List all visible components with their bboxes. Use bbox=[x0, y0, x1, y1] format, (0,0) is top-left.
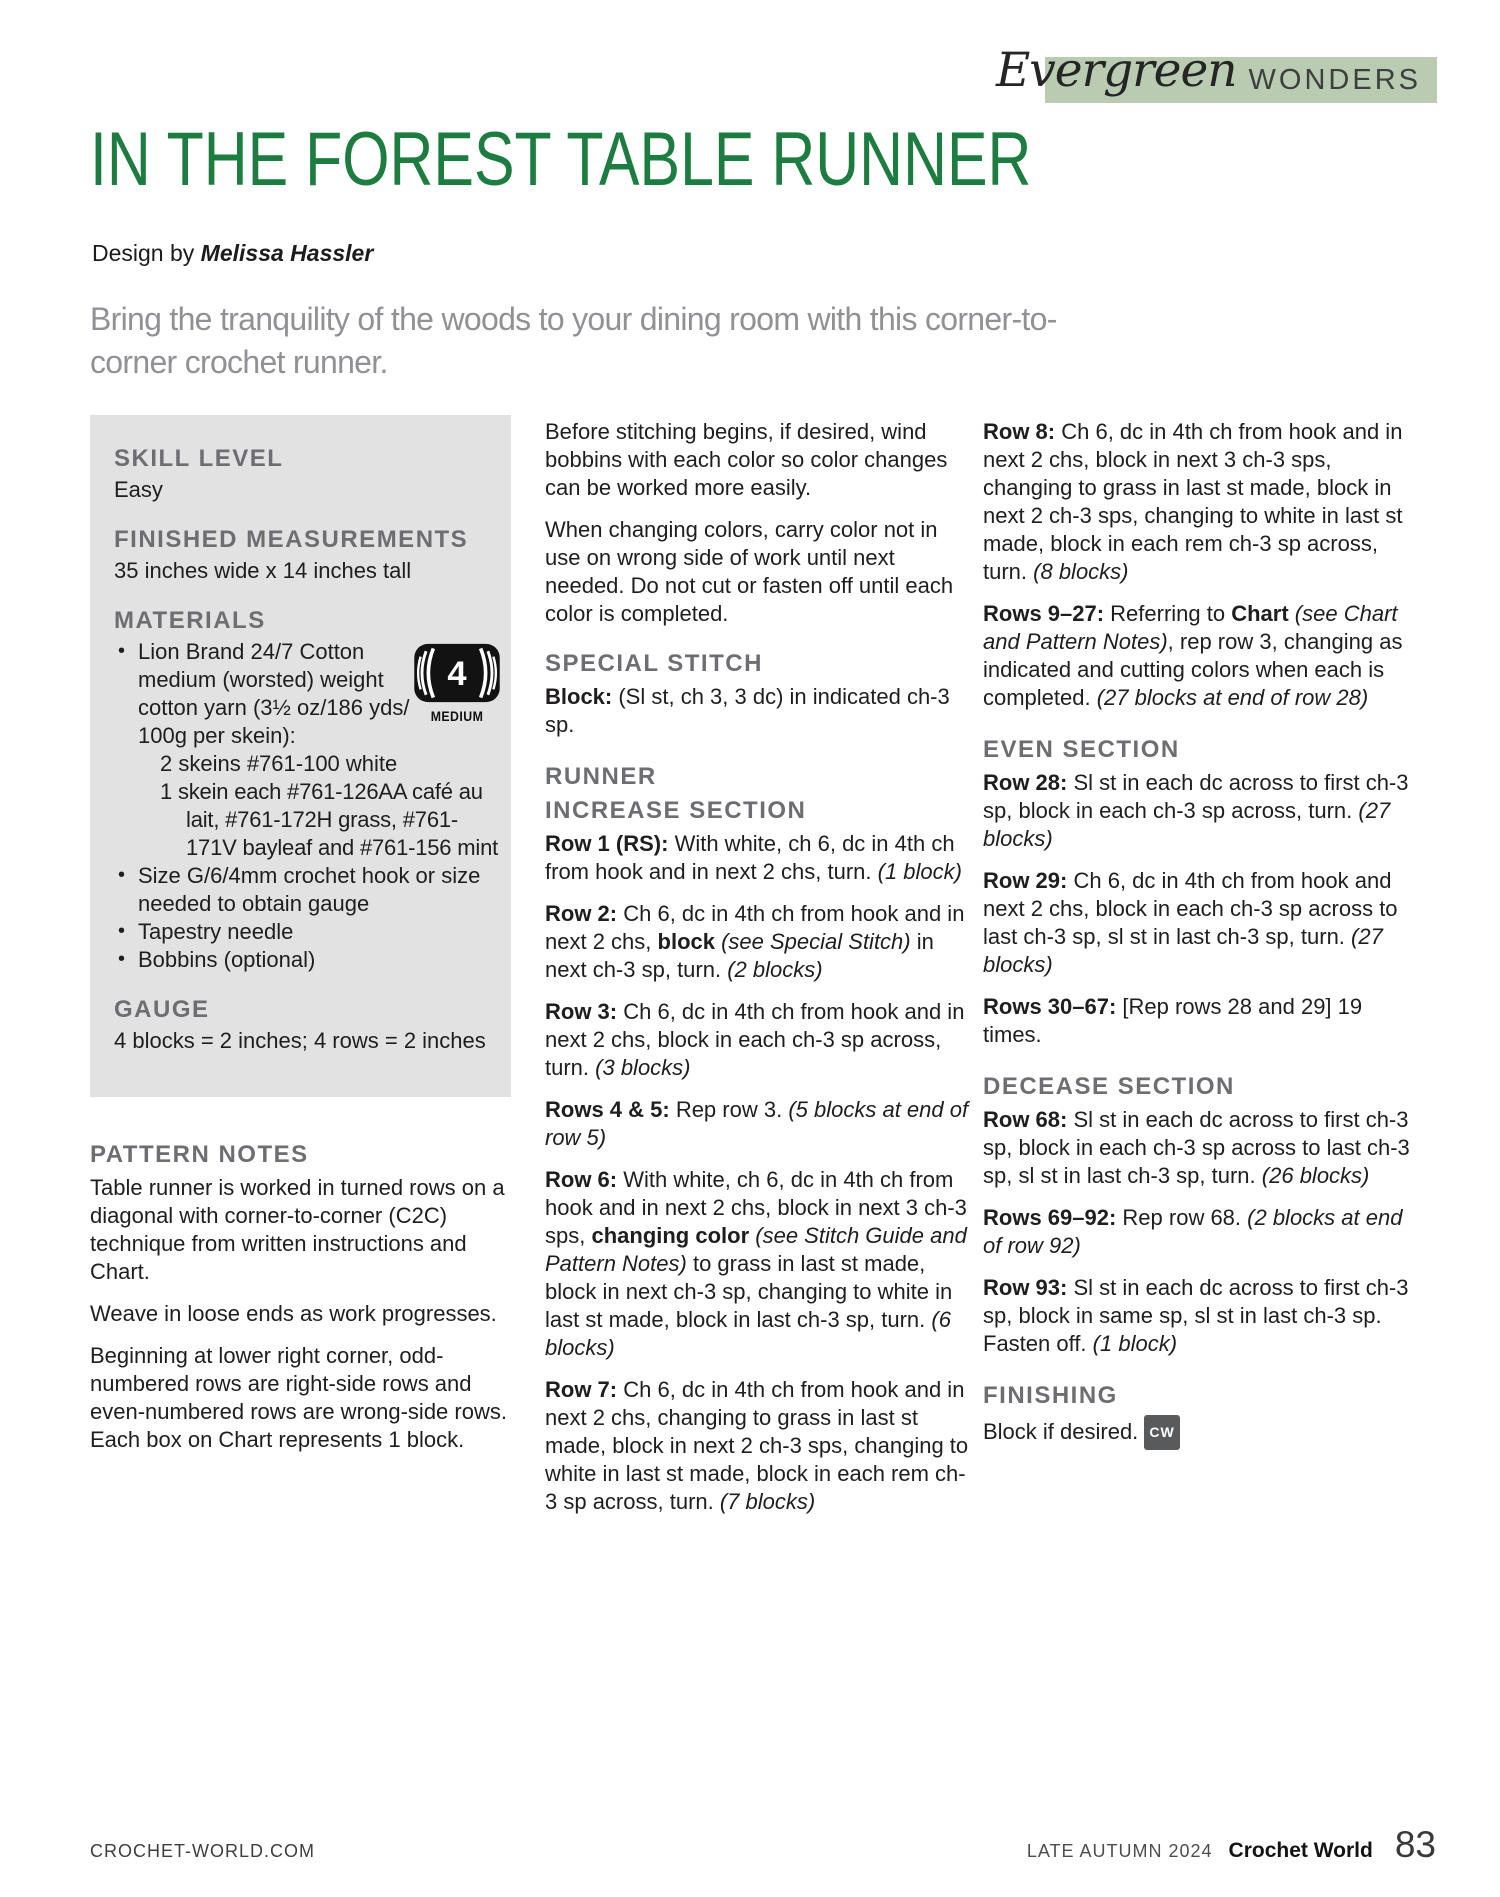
text-segment: Chart bbox=[1231, 601, 1295, 626]
text-segment: Row 3: bbox=[545, 999, 624, 1024]
instruction-row-2 bbox=[545, 900, 969, 984]
text-segment: Row 29: bbox=[983, 868, 1074, 893]
intro-line-2: corner crochet runner. bbox=[90, 344, 388, 380]
text-segment: Rows 30–67: bbox=[983, 994, 1123, 1019]
text-segment: Rows 9–27: bbox=[983, 601, 1111, 626]
designer-name: Melissa Hassler bbox=[200, 240, 374, 266]
materials-item-needle bbox=[114, 918, 491, 946]
yarn-weight-number: 4 bbox=[447, 654, 467, 693]
banner-evergreen-script-text: Evergreen bbox=[995, 43, 1237, 98]
middle-column bbox=[545, 418, 969, 1530]
runner-heading: RUNNER bbox=[545, 763, 657, 790]
text-segment: Rows 4 & 5: bbox=[545, 1097, 676, 1122]
materials-item-yarn-text: • Lion Brand 24/7 Cotton medium (worsted) weight cotton yarn (3½ oz/186 yds/ 100g per skein): bbox=[138, 639, 410, 748]
text-segment: Ch 6, dc in 4th ch from hook and next 2 chs, block in each ch-3 sp across to last ch-3 sp, sl st in last ch-3 sp, turn. bbox=[983, 868, 1398, 949]
text-segment: Row 1 (RS): bbox=[545, 831, 675, 856]
text-segment: (8 blocks) bbox=[1033, 559, 1129, 584]
evergreen-wonders-banner bbox=[995, 43, 1437, 103]
text-segment: Sl st in each dc across to first ch-3 sp, block in same sp, sl st in last ch-3 sp. Fasten off. bbox=[983, 1275, 1409, 1356]
gauge-heading: GAUGE bbox=[114, 996, 210, 1023]
instruction-row-1 bbox=[545, 830, 969, 886]
finishing-text: Block if desired. bbox=[983, 1419, 1139, 1444]
even-section-heading: EVEN SECTION bbox=[983, 736, 1180, 763]
pattern-notes-paragraph: Table runner is worked in turned rows on a diagonal with corner-to-corner (C2C) technique from written instructions and Chart. bbox=[90, 1175, 505, 1284]
text-segment: Sl st in each dc across to first ch-3 sp, block in each ch-3 sp across to last ch-3 sp, sl st in last ch-3 sp, turn. bbox=[983, 1107, 1410, 1188]
materials-item-hook bbox=[114, 862, 491, 918]
byline-prefix: Design by bbox=[92, 240, 201, 266]
text-segment: (1 block) bbox=[1092, 1331, 1178, 1356]
text-segment: When changing colors, carry color not in use on wrong side of work until next needed. Do not cut or fasten off until each color is completed. bbox=[545, 517, 954, 626]
color-change-tip-paragraph bbox=[545, 516, 969, 628]
text-segment: Rows 69–92: bbox=[983, 1205, 1123, 1230]
materials-item-needle-text: • Tapestry needle bbox=[138, 919, 294, 944]
skill-level-heading: SKILL LEVEL bbox=[114, 445, 284, 472]
text-segment: With white, ch 6, dc in 4th ch from hook and in next 2 chs, block in next 3 ch-3 sps, bbox=[545, 1167, 967, 1248]
text-segment: (Sl st, ch 3, 3 dc) in indicated ch-3 sp. bbox=[545, 684, 950, 737]
instruction-row-93 bbox=[983, 1274, 1413, 1358]
right-column bbox=[983, 418, 1413, 1464]
instruction-row-6 bbox=[545, 1166, 969, 1362]
instruction-rows-69-92 bbox=[983, 1204, 1413, 1260]
intro-paragraph bbox=[90, 298, 1057, 384]
text-segment: (see Chart and Pattern Notes) bbox=[983, 601, 1398, 654]
text-segment: (see Stitch Guide and Pattern Notes) bbox=[545, 1223, 967, 1276]
end-of-article-badge: CW bbox=[1144, 1415, 1179, 1450]
text-segment: block bbox=[657, 929, 722, 954]
materials-yarn-sub-item: 2 skeins #761-100 white bbox=[160, 751, 398, 776]
decrease-section-heading: DECEASE SECTION bbox=[983, 1073, 1235, 1100]
yarn-weight-label: MEDIUM bbox=[430, 708, 484, 724]
materials-item-bobbins-text: • Bobbins (optional) bbox=[138, 947, 316, 972]
instruction-row-7 bbox=[545, 1376, 969, 1516]
text-segment: Row 93: bbox=[983, 1275, 1074, 1300]
text-segment: (27 blocks at end of row 28) bbox=[1096, 685, 1369, 710]
text-segment: Sl st in each dc across to first ch-3 sp, block in each ch-3 sp across, turn. bbox=[983, 770, 1409, 823]
text-segment: (1 block) bbox=[877, 859, 962, 884]
text-segment: , rep row 3, changing as indicated and cutting colors when each is completed. bbox=[983, 629, 1403, 710]
text-segment: Row 7: bbox=[545, 1377, 624, 1402]
text-segment: (6 blocks) bbox=[545, 1307, 951, 1360]
finishing-paragraph bbox=[983, 1415, 1413, 1450]
pattern-notes-section bbox=[90, 1141, 511, 1454]
page-title: IN THE FOREST TABLE RUNNER bbox=[90, 117, 1032, 202]
materials-item-bobbins bbox=[114, 946, 491, 974]
text-segment: to grass in last st made, block in next ch-3 sp, changing to white in last st made, block in last ch-3 sp, turn. bbox=[545, 1251, 953, 1332]
footer-issue-block bbox=[1027, 1824, 1436, 1866]
special-stitch-heading: SPECIAL STITCH bbox=[545, 650, 763, 677]
finished-measurements-value: 35 inches wide x 14 inches tall bbox=[114, 558, 412, 583]
text-segment: Referring to bbox=[1110, 601, 1232, 626]
finishing-heading: FINISHING bbox=[983, 1382, 1118, 1409]
text-segment: Row 2: bbox=[545, 901, 624, 926]
materials-yarn-sub-item: 1 skein each #761-126AA café au lait, #761-172H grass, #761-171V bayleaf and #761-156 mint bbox=[160, 779, 499, 860]
yarn-weight-icon bbox=[411, 643, 503, 724]
text-segment: Rep row 3. bbox=[675, 1097, 789, 1122]
instruction-row-28 bbox=[983, 769, 1413, 853]
pattern-info-box bbox=[90, 415, 511, 1097]
yarn-skein-icon bbox=[413, 643, 501, 703]
instruction-row-8 bbox=[983, 418, 1413, 586]
instruction-row-29 bbox=[983, 867, 1413, 979]
banner-wonders-text: WONDERS bbox=[1248, 63, 1421, 96]
instruction-rows-9-27 bbox=[983, 600, 1413, 712]
text-segment: (26 blocks) bbox=[1261, 1163, 1370, 1188]
footer-magazine-name: Crochet World bbox=[1228, 1839, 1373, 1862]
bobbins-tip-paragraph bbox=[545, 418, 969, 502]
instruction-rows-30-67 bbox=[983, 993, 1413, 1049]
materials-item-hook-text: • Size G/6/4mm crochet hook or size needed to obtain gauge bbox=[138, 863, 481, 916]
block-definition bbox=[545, 683, 969, 739]
pattern-notes-heading: PATTERN NOTES bbox=[90, 1141, 309, 1168]
text-segment: Rep row 68. bbox=[1122, 1205, 1248, 1230]
gauge-value: 4 blocks = 2 inches; 4 rows = 2 inches bbox=[114, 1028, 486, 1053]
instruction-rows-4-5 bbox=[545, 1096, 969, 1152]
intro-line-1: Bring the tranquility of the woods to your dining room with this corner-to- bbox=[90, 301, 1057, 337]
byline bbox=[92, 240, 373, 267]
materials-heading: MATERIALS bbox=[114, 607, 266, 634]
text-segment: (5 blocks at end of row 5) bbox=[545, 1097, 969, 1150]
instruction-row-3 bbox=[545, 998, 969, 1082]
skill-level-value: Easy bbox=[114, 477, 163, 502]
text-segment: Ch 6, dc in 4th ch from hook and in next 2 chs, changing to grass in last st made, block in next 2 ch-3 sps, changing to white in last st made, block in each rem ch-3 sp across, turn. bbox=[545, 1377, 969, 1514]
text-segment: Before stitching begins, if desired, wind bobbins with each color so color changes can be worked more easily. bbox=[545, 419, 948, 500]
pattern-notes-paragraph: Beginning at lower right corner, odd-numbered rows are right-side rows and even-numbered rows are wrong-side rows. Each box on Chart represents 1 block. bbox=[90, 1343, 507, 1452]
text-segment: [Rep rows 28 and 29] 19 times. bbox=[983, 994, 1363, 1047]
text-segment: in next ch-3 sp, turn. bbox=[545, 929, 934, 982]
finished-measurements-heading: FINISHED MEASUREMENTS bbox=[114, 526, 469, 553]
instruction-row-68 bbox=[983, 1106, 1413, 1190]
text-segment: Ch 6, dc in 4th ch from hook and in next 2 chs, block in each ch-3 sp across, turn. bbox=[545, 999, 965, 1080]
text-segment: With white, ch 6, dc in 4th ch from hook and in next 2 chs, turn. bbox=[545, 831, 955, 884]
left-column bbox=[90, 415, 511, 1468]
text-segment: (27 blocks) bbox=[983, 924, 1383, 977]
text-segment: Ch 6, dc in 4th ch from hook and in next 2 chs, block in next 3 ch-3 sps, changing to grass in last st made, block in next 2 ch-3 sps, changing to white in last st made, block in each rem ch-3 sp across, turn. bbox=[983, 419, 1403, 584]
increase-section-heading: INCREASE SECTION bbox=[545, 797, 807, 824]
text-segment: (2 blocks) bbox=[727, 957, 823, 982]
text-segment: Row 28: bbox=[983, 770, 1074, 795]
text-segment: Row 68: bbox=[983, 1107, 1074, 1132]
footer-issue-date: LATE AUTUMN 2024 bbox=[1026, 1841, 1213, 1861]
footer-page-number: 83 bbox=[1394, 1824, 1436, 1865]
page-footer bbox=[90, 1824, 1436, 1866]
footer-website: CROCHET-WORLD.COM bbox=[90, 1841, 315, 1861]
text-segment: Row 6: bbox=[545, 1167, 624, 1192]
text-segment: (3 blocks) bbox=[595, 1055, 691, 1080]
text-segment: Row 8: bbox=[983, 419, 1062, 444]
text-segment: (see Special Stitch) bbox=[721, 929, 911, 954]
text-segment: Ch 6, dc in 4th ch from hook and in next 2 chs, bbox=[545, 901, 965, 954]
pattern-notes-paragraph: Weave in loose ends as work progresses. bbox=[90, 1301, 497, 1326]
text-segment: (2 blocks at end of row 92) bbox=[983, 1205, 1403, 1258]
text-segment: changing color bbox=[591, 1223, 756, 1248]
text-segment: (27 blocks) bbox=[983, 798, 1391, 851]
text-segment: (7 blocks) bbox=[719, 1489, 816, 1514]
text-segment: Block: bbox=[545, 684, 619, 709]
